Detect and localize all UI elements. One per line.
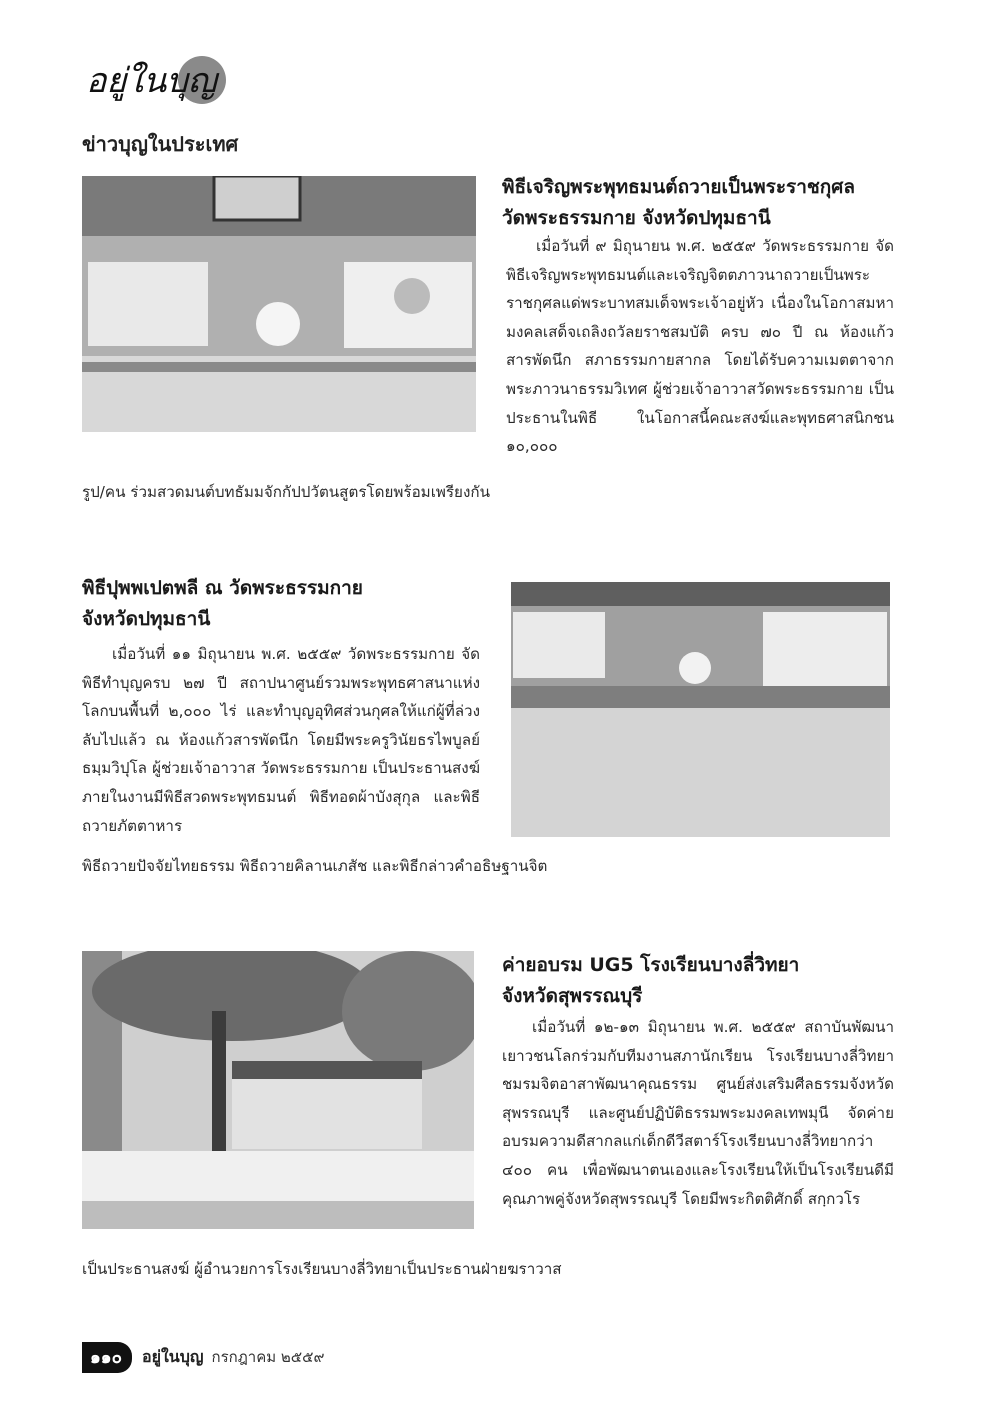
article-3-title-line-2: จังหวัดสุพรรณบุรี: [502, 985, 643, 1007]
article-1-title-line-2: วัดพระธรรมกาย จังหวัดปทุมธานี: [502, 207, 771, 229]
article-1-body: เมื่อวันที่ ๙ มิถุนายน พ.ศ. ๒๕๕๙ วัดพระธรรมกาย จัดพิธีเจริญพระพุทธมนต์และเจริญจิตตภาวนาถวายเป็นพระราชกุศลแด่พระบาทสมเด็จพระเจ้าอยู่หัว เนื่องในโอกาสมหามงคลเสด็จเถลิงถวัลยราชสมบัติ ครบ ๗๐ ปี ณ ห้องแก้วสารพัดนึก สภาธรรมกายสากล โดยได้รับความเมตตาจากพระภาวนาธรรมวิเทศ ผู้ช่วยเจ้าอาวาสวัดพระธรรมกาย เป็นประธานในพิธี ในโอกาสนี้คณะสงฆ์และพุทธศาสนิกชน ๑๐,๐๐๐: [506, 237, 894, 456]
footer-magazine-name: อยู่ในบุญ: [141, 1346, 204, 1366]
article-3-title-line-1: ค่ายอบรม UG5 โรงเรียนบางลี่วิทยา: [502, 954, 800, 976]
page-footer: [82, 1343, 324, 1371]
article-2-title-line-2: จังหวัดปทุมธานี: [82, 608, 211, 630]
magazine-logo: [82, 48, 232, 118]
article-2-body-tail: พิธีถวายปัจจัยไทยธรรม พิธีถวายคิลานเภสัช และพิธีกล่าวคำอธิษฐานจิต: [82, 857, 548, 875]
article-2-title-line-1: พิธีปุพพเปตพลี ณ วัดพระธรรมกาย: [82, 577, 363, 599]
logo-graphic: [82, 48, 232, 118]
article-1-photo: [82, 176, 476, 432]
article-3-photo: [82, 951, 474, 1229]
article-3-body: เมื่อวันที่ ๑๒-๑๓ มิถุนายน พ.ศ. ๒๕๕๙ สถาบันพัฒนาเยาวชนโลกร่วมกับทีมงานสภานักเรียน โรงเรียนบางลี่วิทยา ชมรมจิตอาสาพัฒนาคุณธรรม ศูนย์ส่งเสริมศีลธรรมจังหวัดสุพรรณบุรี และศูนย์ปฏิบัติธรรมพระมงคลเทพมุนี จัดค่ายอบรมความดีสากลแก่เด็กดีวีสตาร์โรงเรียนบางลี่วิทยากว่า ๔๐๐ คน เพื่อพัฒนาตนเองและโรงเรียนให้เป็นโรงเรียนดีมีคุณภาพคู่จังหวัดสุพรรณบุรี โดยมีพระกิตติศักดิ์ สกฺกวโร: [502, 1018, 894, 1208]
logo-text: อยู่ในบุญ: [86, 61, 217, 101]
article-1-title-line-1: พิธีเจริญพระพุทธมนต์ถวายเป็นพระราชกุศล: [502, 176, 856, 198]
article-3-body-tail: เป็นประธานสงฆ์ ผู้อำนวยการโรงเรียนบางลี่วิทยาเป็นประธานฝ่ายฆราวาส: [82, 1260, 562, 1278]
footer-issue-date: กรกฎาคม ๒๕๕๙: [211, 1348, 325, 1366]
page-number: ๑๑๐: [82, 1342, 132, 1373]
article-2-body: เมื่อวันที่ ๑๑ มิถุนายน พ.ศ. ๒๕๕๙ วัดพระธรรมกาย จัดพิธีทำบุญครบ ๒๗ ปี สถาปนาศูนย์รวมพระพุทธศาสนาแห่งโลกบนพื้นที่ ๒,๐๐๐ ไร่ และทำบุญอุทิศส่วนกุศลให้แก่ผู้ที่ล่วงลับไปแล้ว ณ ห้องแก้วสารพัดนึก โดยมีพระครูวินัยธรไพบูลย์ ธมฺมวิปุโล ผู้ช่วยเจ้าอาวาส วัดพระธรรมกาย เป็นประธานสงฆ์ ภายในงานมีพิธีสวดพระพุทธมนต์ พิธีทอดผ้าบังสุกุล และพิธีถวายภัตตาหาร: [82, 645, 480, 835]
section-label: ข่าวบุญในประเทศ: [82, 132, 239, 156]
article-1-body-tail: รูป/คน ร่วมสวดมนต์บทธัมมจักกัปปวัตนสูตรโดยพร้อมเพรียงกัน: [82, 483, 490, 501]
article-2-photo: [511, 582, 890, 837]
